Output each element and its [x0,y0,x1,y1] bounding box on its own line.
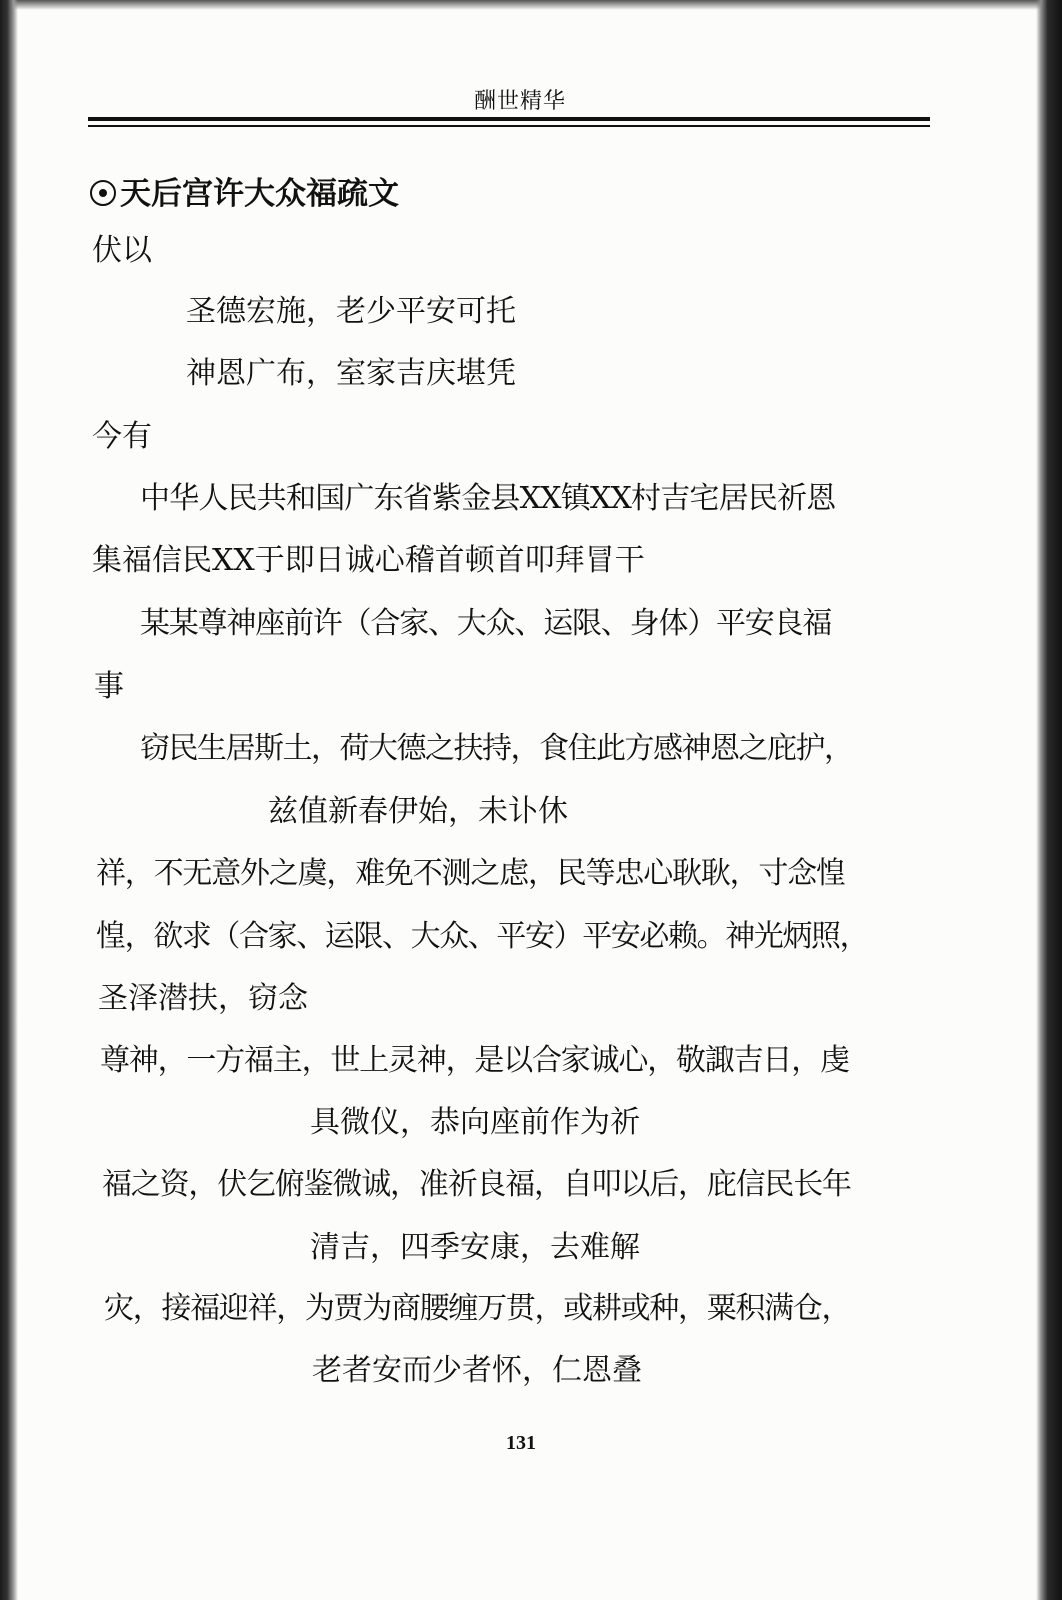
header-rule-thin [88,125,930,127]
page-number: 131 [506,1432,536,1454]
text-line: 老者安而少者怀，仁恩叠 [312,1353,642,1388]
text-line: 祥，不无意外之虞，难免不测之虑，民等忠心耿耿，寸念惶 [96,856,845,891]
text-line: 清吉，四季安康，去难解 [310,1230,640,1265]
scan-edge-left [0,0,18,1600]
text-line: 某某尊神座前许（合家、大众、运限、身体）平安良福 [140,606,832,641]
text-line: 集福信民XX于即日诚心稽首顿首叩拜冒干 [92,543,645,578]
text-line: 圣德宏施，老少平安可托 [186,294,516,329]
text-line: 具微仪，恭向座前作为祈 [310,1105,640,1140]
text-line: 圣泽潜扶，窃念 [98,981,308,1016]
text-line: 事 [94,669,124,704]
scan-edge-top [0,0,1062,10]
text-line: 灾，接福迎祥，为贾为商腰缠万贯，或耕或种，粟积满仓， [104,1291,851,1326]
text-line: 惶，欲求（合家、运限、大众、平安）平安必赖。神光炳照， [96,919,869,954]
running-head: 酬世精华 [473,89,566,114]
text-line: 福之资，伏乞俯鉴微诚，准祈良福，自叩以后，庇信民长年 [102,1167,851,1202]
text-line: 窃民生居斯土，荷大德之扶持，食住此方感神恩之庇护， [140,731,853,766]
circled-dot-icon [90,180,116,206]
text-line: 兹值新春伊始，未讣休 [268,794,568,829]
scan-edge-right [1036,0,1062,1600]
article-title-text: 天后宫许大众福疏文 [120,176,399,212]
text-line: 今有 [92,419,152,454]
header-rule-thick [88,117,930,121]
text-line: 尊神，一方福主，世上灵神，是以合家诚心，敬諏吉日，虔 [100,1043,849,1078]
article-title [90,168,399,213]
text-line: 神恩广布，室家吉庆堪凭 [186,356,516,391]
text-line: 中华人民共和国广东省紫金县XX镇XX村吉宅居民祈恩 [140,481,836,516]
text-line: 伏以 [92,233,152,268]
